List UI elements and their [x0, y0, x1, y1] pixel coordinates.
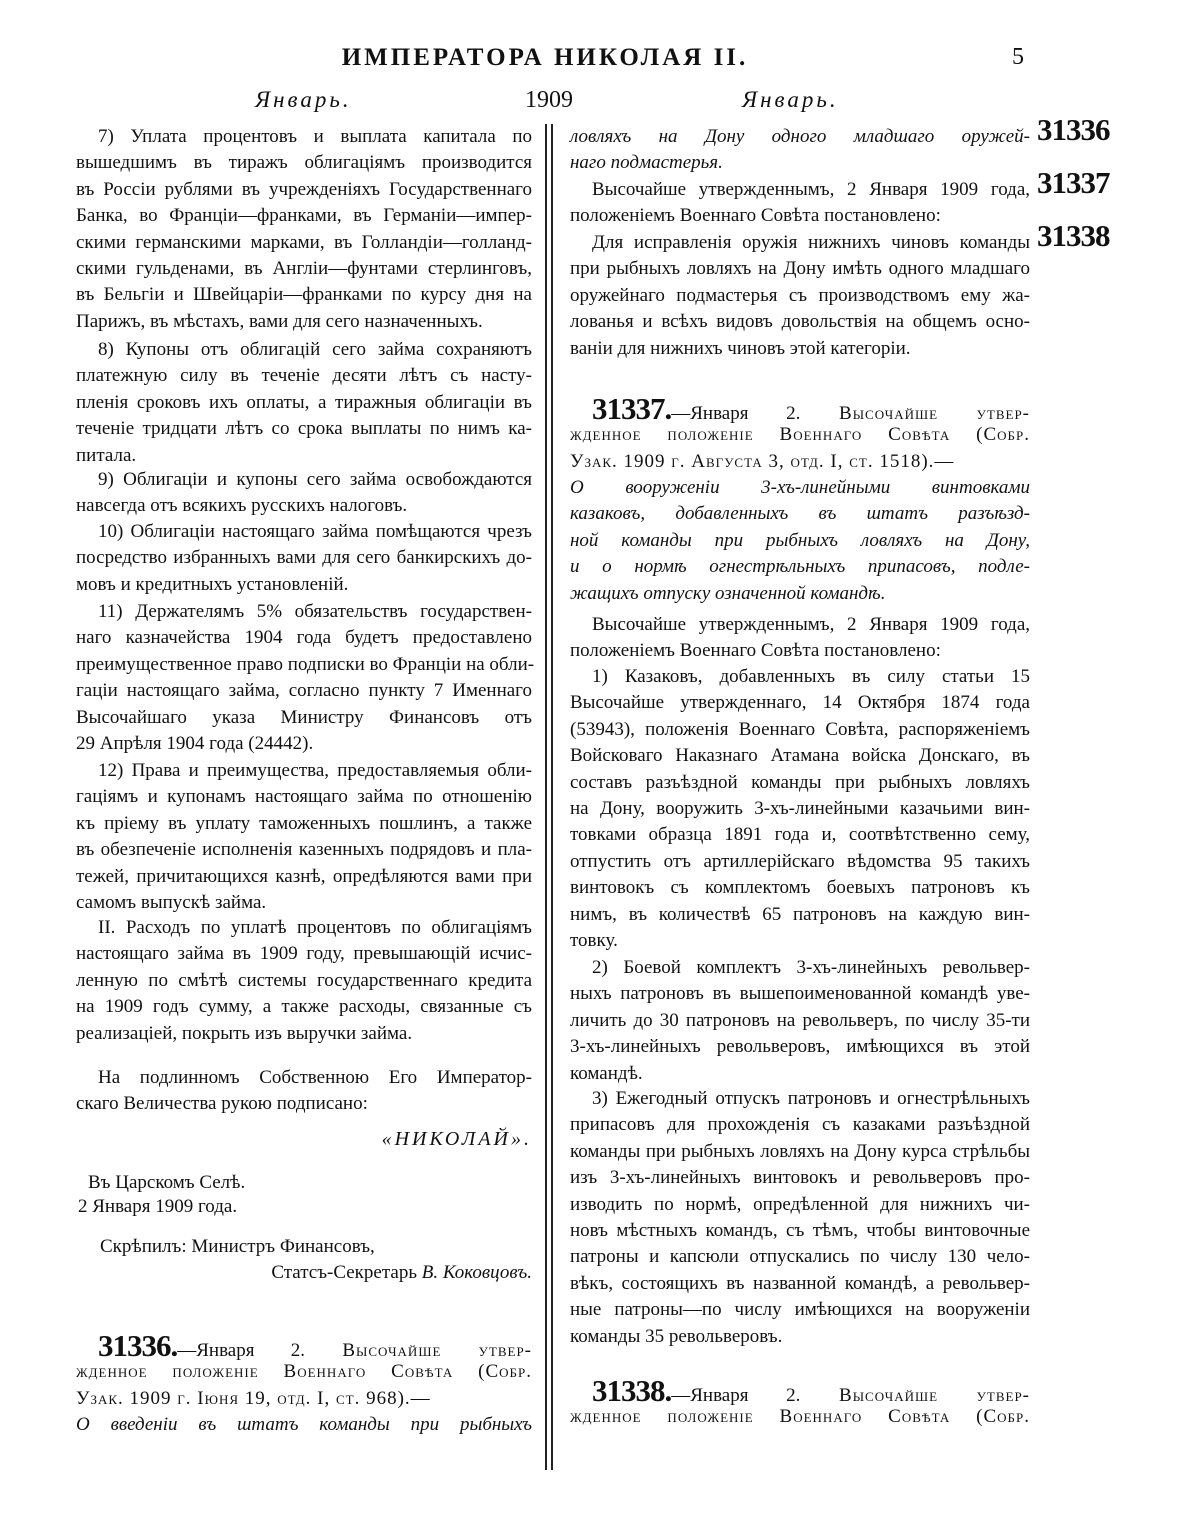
heading-31336 — [76, 1328, 533, 1412]
countersign-name: В. Коковцовъ. — [421, 1262, 532, 1283]
text-line: команды 35 револьверовъ. — [570, 1325, 783, 1347]
text-line: тежей, причитающихся казнѣ, опредѣляются вами при — [76, 865, 532, 887]
paragraph-ii — [76, 915, 532, 1047]
text-line: Банка, во Франціи—франками, въ Германіи—импер- — [76, 205, 532, 227]
act-number: 31336. — [98, 1328, 178, 1363]
text-line: гаціи настоящаго займа, согласно пункту 7 Именнаго — [76, 680, 532, 702]
text-line: изводить по нормѣ, опредѣленной для нижнихъ чи- — [570, 1193, 1030, 1215]
text-line: и о нормѣ огнестрѣльныхъ припасовъ, подле- — [570, 556, 1030, 578]
text-line: О вооруженіи 3-хъ-линейными винтовками — [570, 477, 1030, 498]
text-line: при рыбныхъ ловляхъ на Дону имѣть одного младшаго — [570, 258, 1030, 280]
text-line: припасовъ для прохожденія съ казаками разъѣздной — [570, 1114, 1030, 1136]
text-line: скими германскими марками, въ Голландіи—голланд- — [76, 231, 532, 253]
text-line: навсегда отъ всякихъ русскихъ налоговъ. — [76, 495, 408, 517]
act-date: —Января 2. — [671, 1385, 801, 1406]
text-line: составъ разъѣздной команды при рыбныхъ ловляхъ — [570, 771, 1030, 793]
countersign-signatory — [240, 1262, 532, 1284]
text-line: лованья и всѣхъ видовъ довольствія на общемъ осно- — [570, 311, 1030, 333]
heading-line — [570, 1373, 1030, 1408]
heading-line: Узак. 1909 г. Августа 3, отд. I, ст. 1518).— — [570, 450, 955, 472]
text-line: мовъ и кредитныхъ установленій. — [76, 573, 349, 595]
paragraph-31337-3 — [570, 1086, 1030, 1350]
text-line: Парижъ, въ мѣстахъ, вами для сего назначенныхъ. — [76, 310, 483, 332]
text-line: командѣ. — [570, 1062, 643, 1084]
text-line: Для исправленія оружія нижнихъ чиновъ команды — [592, 232, 1030, 253]
act-date: —Января 2. — [671, 403, 801, 424]
column-divider-right — [551, 124, 553, 1470]
text-line: Высочайше утвержденнымъ, 2 Января 1909 года, — [592, 614, 1030, 635]
paragraph-11 — [76, 599, 535, 757]
text-line: товку. — [570, 929, 618, 951]
title-31336 — [76, 1412, 532, 1438]
text-line: 29 Апрѣля 1904 года (24442). — [76, 732, 314, 754]
text-line: на Дону, вооружить 3-хъ-линейными казачьими вин- — [570, 797, 1030, 819]
heading-line: жденное положеніе Военнаго Совѣта (Собр. — [570, 1406, 1030, 1428]
text-line: положеніемъ Военнаго Совѣта постановлено: — [570, 205, 941, 227]
text-line: реализаціей, покрыть изъ выручки займа. — [76, 1022, 413, 1044]
text-line: винтовокъ съ комплектомъ боевыхъ патроновъ къ — [570, 877, 1030, 899]
text-line: личить до 30 патроновъ на револьверъ, по числу 35-ти — [570, 1009, 1030, 1031]
text-line: теченіе тридцати лѣтъ со срока выплаты по нимъ ка- — [76, 418, 532, 440]
text-line: въ Бельгіи и Швейцаріи—франками по курсу дня на — [76, 284, 532, 306]
month-left: Январь. — [255, 87, 352, 112]
text-line: вышедшимъ въ тиражъ облигаціямъ производится — [76, 152, 532, 174]
text-line: товками образца 1891 года и, соотвѣтственно сему, — [570, 824, 1030, 846]
title-31337 — [570, 475, 1030, 607]
paragraph-10 — [76, 519, 532, 598]
text-line: ваніи для нижнихъ чиновъ этой категоріи. — [570, 337, 911, 359]
paragraph-31337-1 — [570, 664, 1030, 954]
text-line: наго подмастерья. — [570, 152, 723, 174]
paragraph-9 — [76, 467, 532, 520]
text-line: преимущественное право подписки во Франціи на обли- — [76, 653, 535, 675]
text-line: ные патроны—по числу имѣющихся на вооруженіи — [570, 1299, 1030, 1321]
resolution-31337 — [570, 612, 1030, 665]
text-line: 11) Держателямъ 5% обязательствъ государствен- — [98, 601, 532, 622]
text-line: положеніемъ Военнаго Совѣта постановлено: — [570, 640, 941, 662]
month-right: Январь. — [742, 87, 839, 112]
text-line: О введеніи въ штатъ команды при рыбныхъ — [76, 1414, 532, 1435]
act-heading-text: Высочайше утвер- — [305, 1340, 533, 1361]
text-line: настоящаго займа въ 1909 году, превышающій исчис- — [76, 943, 532, 965]
text-line: въ Россіи рублями въ учрежденіяхъ Государственнаго — [76, 178, 532, 200]
text-line: Высочайшаго указа Министру Финансовъ отъ — [76, 706, 532, 728]
text-line: 9) Облигаціи и купоны сего займа освобождаются — [98, 469, 532, 490]
act-heading-text: Высочайше утвер- — [800, 1385, 1030, 1406]
date: 2 Января 1909 года. — [78, 1196, 238, 1217]
text-line: на 1909 годъ сумму, а также расходы, связанные съ — [76, 996, 532, 1018]
countersign: Скрѣпилъ: Министръ Финансовъ, — [100, 1236, 375, 1257]
act-number: 31337. — [592, 391, 672, 426]
text-line: наго казначейства 1904 года будетъ предоставлено — [76, 627, 532, 649]
text-line: 2) Боевой комплектъ 3-хъ-линейныхъ револьвер- — [592, 957, 1030, 978]
margin-number: 31338 — [1037, 218, 1110, 253]
text-line: 7) Уплата процентовъ и выплата капитала по — [98, 126, 532, 147]
paragraph-7 — [76, 124, 532, 335]
text-line: платежную силу въ теченіе десяти лѣтъ съ насту- — [76, 365, 532, 387]
running-title: ИМПЕРАТОРА НИКОЛАЯ II. — [341, 44, 749, 71]
text-line: скаго Величества рукою подписано: — [76, 1093, 368, 1115]
text-line: ныхъ патроновъ въ вышепоименованной командѣ уве- — [570, 983, 1030, 1005]
text-line: ловляхъ на Дону одного младшаго оружей- — [570, 126, 1030, 147]
heading-31338 — [570, 1373, 1030, 1431]
text-line: жащихъ отпуску означенной командѣ. — [570, 582, 886, 604]
text-line: 3) Ежегодный отпускъ патроновъ и огнестрѣльныхъ — [592, 1088, 1030, 1109]
text-line: (53943), положенія Военнаго Совѣта, распоряженіемъ — [570, 718, 1030, 740]
text-line: въ обезпеченіе исполненія казенныхъ подрядовъ и пла- — [76, 839, 532, 861]
text-line: 12) Права и преимущества, предоставляемыя обли- — [98, 760, 532, 781]
act-date: —Января 2. — [177, 1340, 306, 1361]
margin-number: 31336 — [1037, 112, 1110, 147]
text-line: Войсковаго Наказнаго Атамана войска Донскаго, въ — [570, 745, 1030, 767]
text-line: нимъ, въ количествѣ 65 патроновъ на каждую вин- — [570, 903, 1030, 925]
text-line: Высочайше утвержденнымъ, 2 Января 1909 года, — [592, 179, 1030, 200]
text-line: питала. — [76, 444, 137, 466]
act-heading-text: Высочайше утвер- — [800, 403, 1030, 424]
paragraph-12 — [76, 758, 532, 916]
year: 1909 — [525, 87, 573, 113]
heading-line: жденное положеніе Военнаго Совѣта (Собр. — [76, 1361, 532, 1383]
text-line: отпустить отъ артиллерійскаго вѣдомства 95 такихъ — [570, 850, 1030, 872]
text-line: ной команды при рыбныхъ ловляхъ на Дону, — [570, 529, 1030, 551]
text-line: 3-хъ-линейныхъ револьверовъ, имѣющихся въ этой — [570, 1036, 1030, 1058]
column-divider-left — [545, 124, 547, 1470]
text-line: Высочайше утвержденнаго, 14 Октября 1874 года — [570, 692, 1030, 714]
heading-line: жденное положеніе Военнаго Совѣта (Собр. — [570, 424, 1030, 446]
text-line: къ пріему въ уплату таможенныхъ пошлинъ, а также — [76, 812, 532, 834]
text-line: II. Расходъ по уплатѣ процентовъ по облигаціямъ — [98, 917, 532, 938]
margin-number: 31337 — [1037, 165, 1110, 200]
signature-note — [76, 1065, 532, 1118]
text-line: изъ 3-хъ-линейныхъ винтовокъ и револьверовъ про- — [570, 1167, 1030, 1189]
paragraph-8 — [76, 337, 532, 469]
text-line: скими гульденами, въ Англіи—фунтами стерлинговъ, — [76, 257, 532, 279]
act-number: 31338. — [592, 1373, 672, 1408]
paragraph-31336-body — [570, 230, 1030, 362]
text-line: патроны и капсюли отпускались по числу 130 чело- — [570, 1246, 1030, 1268]
signature: «НИКОЛАЙ». — [381, 1128, 532, 1150]
text-line: команды при рыбныхъ ловляхъ на Дону курса стрѣльбы — [570, 1140, 1030, 1162]
text-line: самомъ выпускѣ займа. — [76, 891, 267, 913]
text-line: вѣкъ, состоящихъ въ названной командѣ, а револьвер- — [570, 1272, 1030, 1294]
text-line: казаковъ, добавленныхъ въ штатъ разъѣзд- — [570, 503, 1030, 525]
text-line: ленную по смѣтѣ системы государственнаго кредита — [76, 969, 532, 991]
countersign-title: Статсъ-Секретарь — [271, 1262, 417, 1283]
text-line: пленія сроковъ ихъ оплаты, а тиражныя облигаціи въ — [76, 391, 532, 413]
heading-line — [570, 391, 1030, 426]
text-line: новъ мѣстныхъ командъ, съ тѣмъ, чтобы винтовочные — [570, 1219, 1030, 1241]
text-line: посредство избранныхъ вами для сего банкирскихъ до- — [76, 547, 532, 569]
title-31336-continued — [570, 124, 1030, 177]
heading-line: Узак. 1909 г. Іюня 19, отд. I, ст. 968).— — [76, 1387, 431, 1409]
place: Въ Царскомъ Селѣ. — [88, 1172, 246, 1193]
text-line: На подлинномъ Собственною Его Император- — [98, 1067, 532, 1088]
text-line: гаціямъ и купонамъ настоящаго займа по отношенію — [76, 786, 532, 808]
text-line: 8) Купоны отъ облигацій сего займа сохраняютъ — [98, 339, 532, 360]
resolution-31336 — [570, 177, 1030, 230]
text-line: 1) Казаковъ, добавленныхъ въ силу статьи 15 — [592, 666, 1030, 687]
page-number: 5 — [1012, 44, 1024, 70]
heading-31337 — [570, 391, 1030, 475]
text-line: оружейнаго подмастерья съ производствомъ ему жа- — [570, 284, 1030, 306]
heading-line — [76, 1328, 533, 1363]
paragraph-31337-2 — [570, 955, 1030, 1087]
text-line: 10) Облигаціи настоящаго займа помѣщаются чрезъ — [98, 521, 532, 542]
